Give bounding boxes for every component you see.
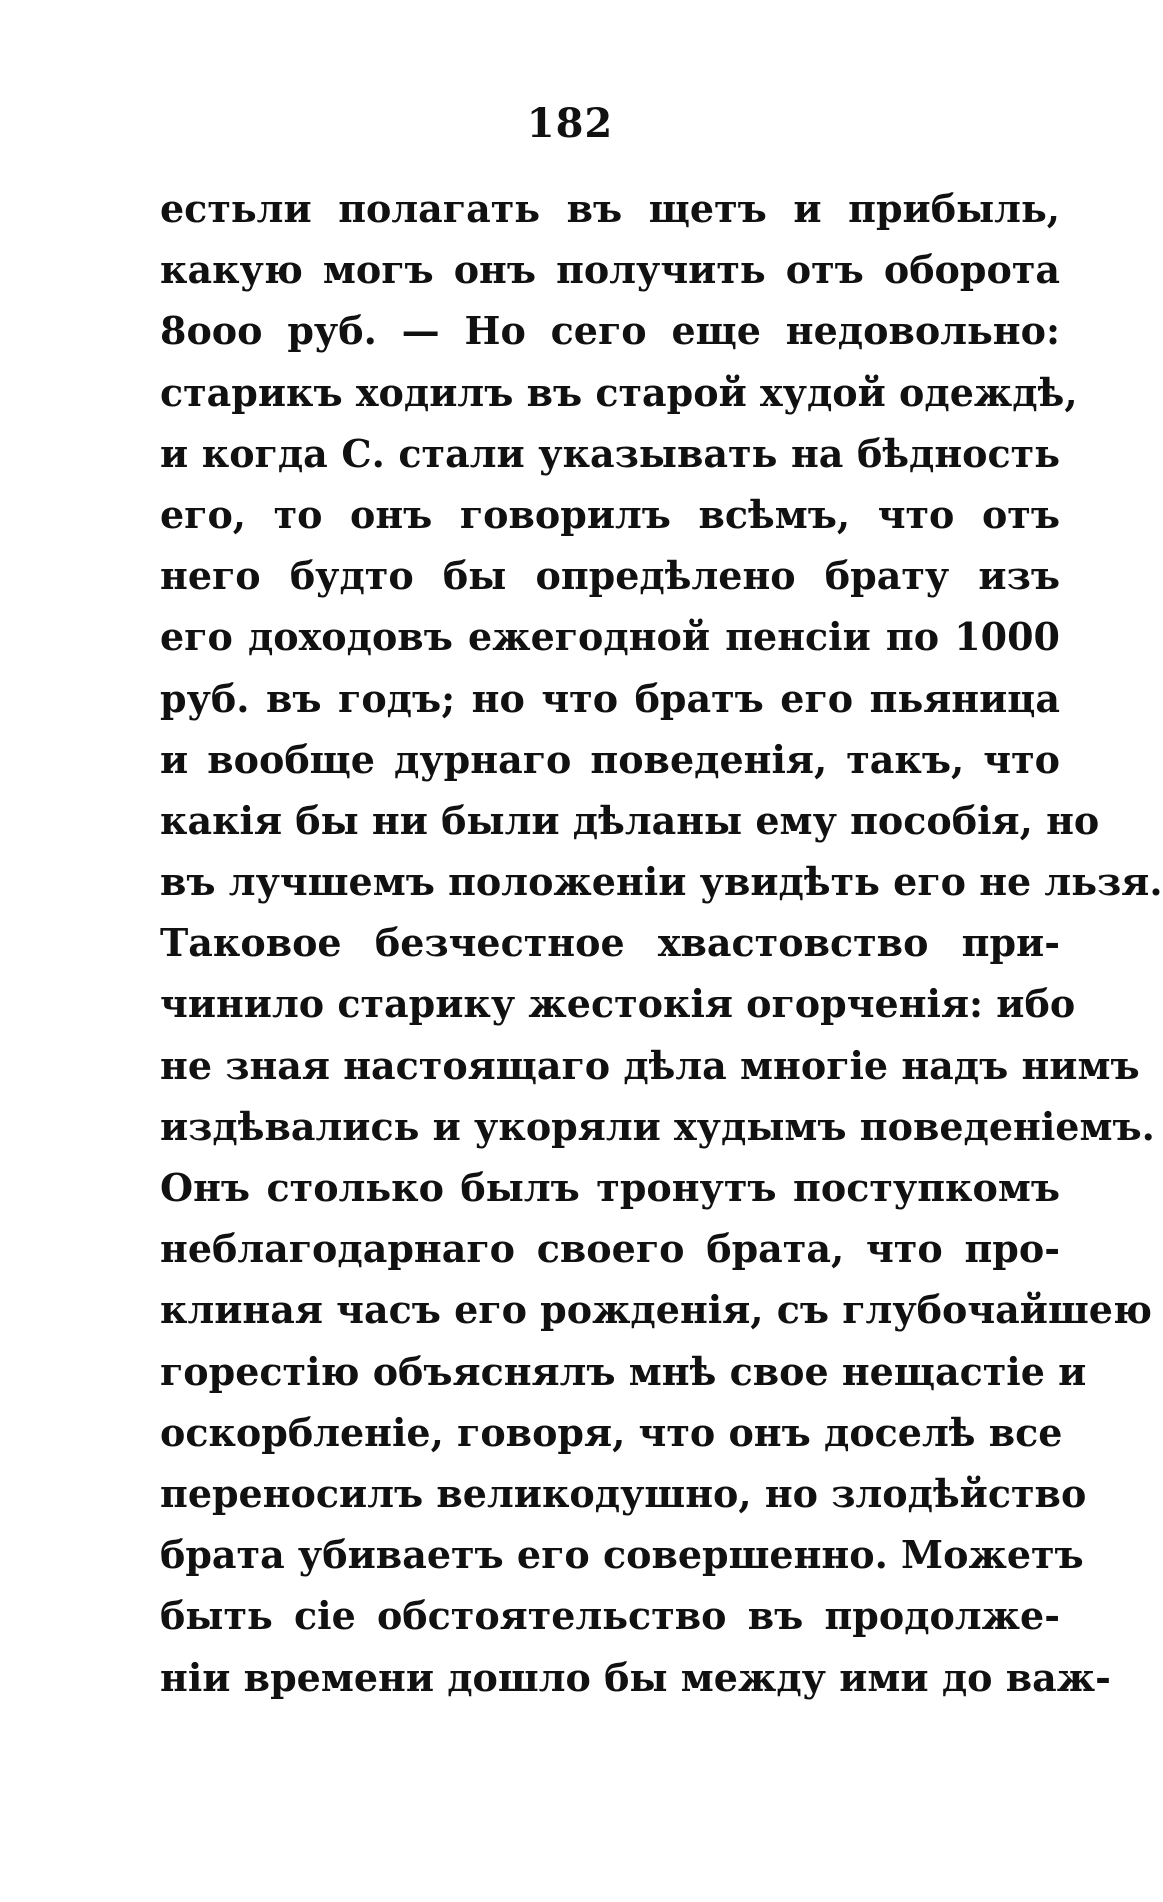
text-line: ніи времени дошло бы между ими до важ- bbox=[160, 1654, 1111, 1700]
text-line: неблагодарнаго своего брата, что про- bbox=[160, 1226, 1060, 1272]
text-line: брата убиваетъ его совершенно. Можетъ bbox=[160, 1532, 1084, 1578]
text-line: переносилъ великодушно, но злодѣйство bbox=[160, 1470, 1087, 1516]
text-line: 8ооо руб. — Но сего еще недовольно: bbox=[160, 308, 1060, 354]
text-line: Онъ столько былъ тронутъ поступкомъ bbox=[160, 1165, 1060, 1210]
text-line: чинило старику жестокія огорченія: ибо bbox=[160, 981, 1076, 1027]
text-line: быть сіе обстоятельство въ продолже- bbox=[160, 1593, 1060, 1639]
text-line: и когда С. стали указывать на бѣдность bbox=[160, 430, 1060, 476]
text-line: клиная часъ его рожденія, съ глубочайшею bbox=[160, 1287, 1152, 1333]
text-line: Таковое безчестное хвастовство при- bbox=[160, 920, 1060, 966]
text-line: него будто бы опредѣлено брату изъ bbox=[160, 553, 1060, 599]
text-line: оскорбленіе, говоря, что онъ доселѣ все bbox=[160, 1409, 1063, 1455]
text-line: его, то онъ говорилъ всѣмъ, что отъ bbox=[160, 491, 1060, 537]
text-line: естьли полагать въ щетъ и прибыль, bbox=[160, 186, 1060, 231]
text-line: его доходовъ ежегодной пенсіи по 1000 bbox=[160, 614, 1060, 660]
text-line: горестію объяснялъ мнѣ свое нещастіе и bbox=[160, 1348, 1087, 1394]
page-number: 182 bbox=[526, 100, 614, 147]
text-line: издѣвались и укоряли худымъ поведеніемъ. bbox=[160, 1103, 1155, 1149]
text-line: руб. въ годъ; но что братъ его пьяница bbox=[160, 675, 1060, 721]
text-line: какія бы ни были дѣланы ему пособія, но bbox=[160, 797, 1100, 843]
text-line: въ лучшемъ положеніи увидѣть его не льзя. bbox=[160, 859, 1163, 905]
text-line: старикъ ходилъ въ старой худой одеждѣ, bbox=[160, 369, 1078, 415]
text-line: какую могъ онъ получить отъ оборота bbox=[160, 247, 1060, 293]
text-line: и вообще дурнаго поведенія, такъ, что bbox=[160, 736, 1060, 782]
text-line: не зная настоящаго дѣла многіе надъ нимъ bbox=[160, 1042, 1140, 1088]
body-text bbox=[160, 178, 1163, 1708]
